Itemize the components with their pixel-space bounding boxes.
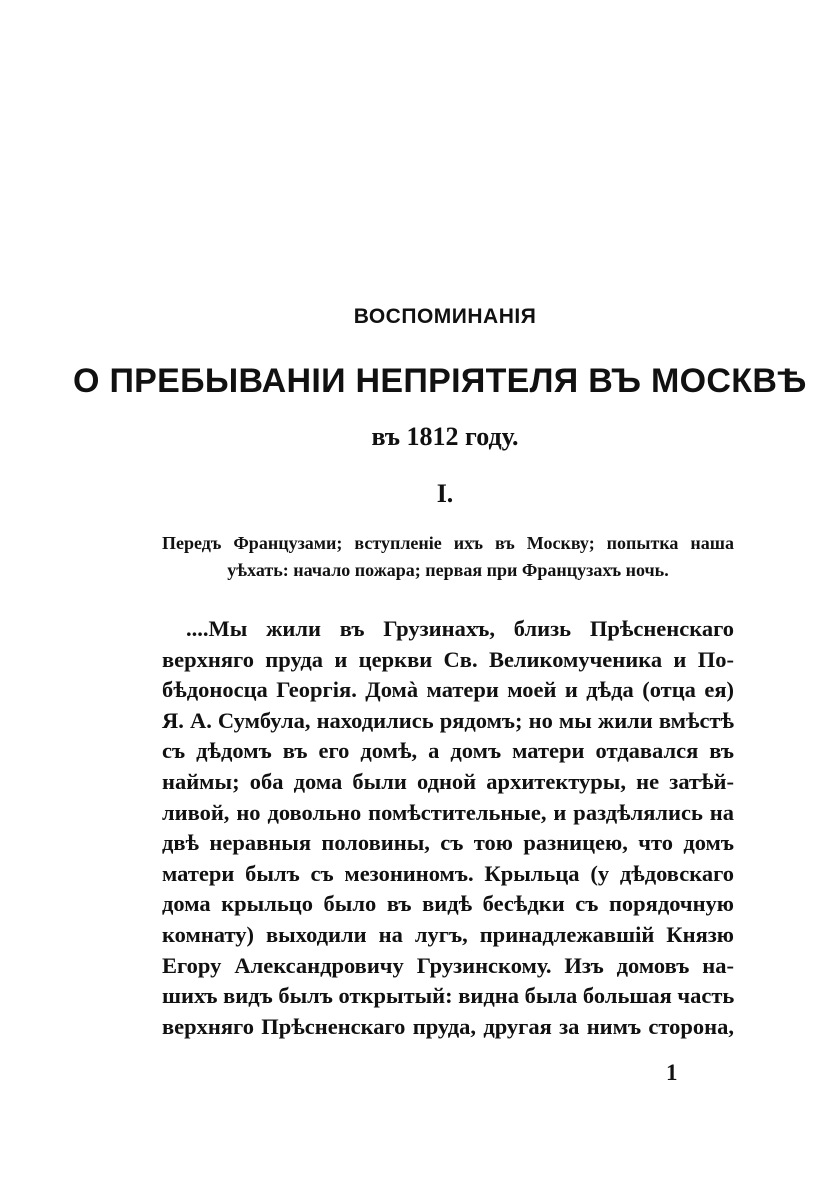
page-title: О ПРЕБЫВАНIИ НЕПРIЯТЕЛЯ ВЪ МОСКВѢ: [72, 362, 808, 400]
body-line: Я. А. Сумбула, находились рядомъ; но мы жили вмѣстѣ: [162, 707, 734, 733]
chapter-summary-line: уѣхать: начало пожара; первая при Французахъ ночь.: [227, 560, 669, 580]
memoir-kicker: ВОСПОМИНАНIЯ: [353, 305, 537, 328]
chapter-summary: [162, 530, 734, 584]
body-line: комнату) выходили на лугъ, принадлежавшій Князю: [162, 921, 734, 947]
page-number: 1: [666, 1060, 678, 1085]
body-line: верхняго пруда и церкви Св. Великомученика и По-: [162, 646, 734, 672]
body-text: [162, 614, 734, 1042]
body-line: матери былъ съ мезониномъ. Крыльца (у дѣдовскаго: [162, 860, 734, 886]
body-line: Егору Александровичу Грузинскому. Изъ домовъ на-: [162, 952, 734, 978]
body-line: бѣдоносца Георгія. Домà матери моей и дѣда (отца ея): [162, 677, 734, 703]
body-line: дома крыльцо было въ видѣ бесѣдки съ порядочную: [162, 891, 734, 917]
chapter-summary-line: Передъ Французами; вступленіе ихъ въ Москву; попытка наша: [162, 533, 734, 553]
body-line: двѣ неравныя половины, съ тою разницею, что домъ: [162, 830, 734, 856]
body-line: ливой, но довольно помѣстительные, и раздѣлялись на: [162, 799, 734, 825]
body-line: верхняго Прѣсненскаго пруда, другая за нимъ сторона,: [162, 1013, 734, 1039]
body-line: съ дѣдомъ въ его домѣ, а домъ матери отдавался въ: [162, 738, 734, 764]
year-subtitle: въ 1812 году.: [371, 422, 519, 451]
body-line: шихъ видъ былъ открытый: видна была большая часть: [162, 983, 735, 1009]
chapter-number: I.: [436, 479, 454, 508]
body-line: ....Мы жили въ Грузинахъ, близь Прѣсненскаго: [186, 616, 734, 641]
body-line: наймы; оба дома были одной архитектуры, не затѣй-: [162, 768, 734, 794]
